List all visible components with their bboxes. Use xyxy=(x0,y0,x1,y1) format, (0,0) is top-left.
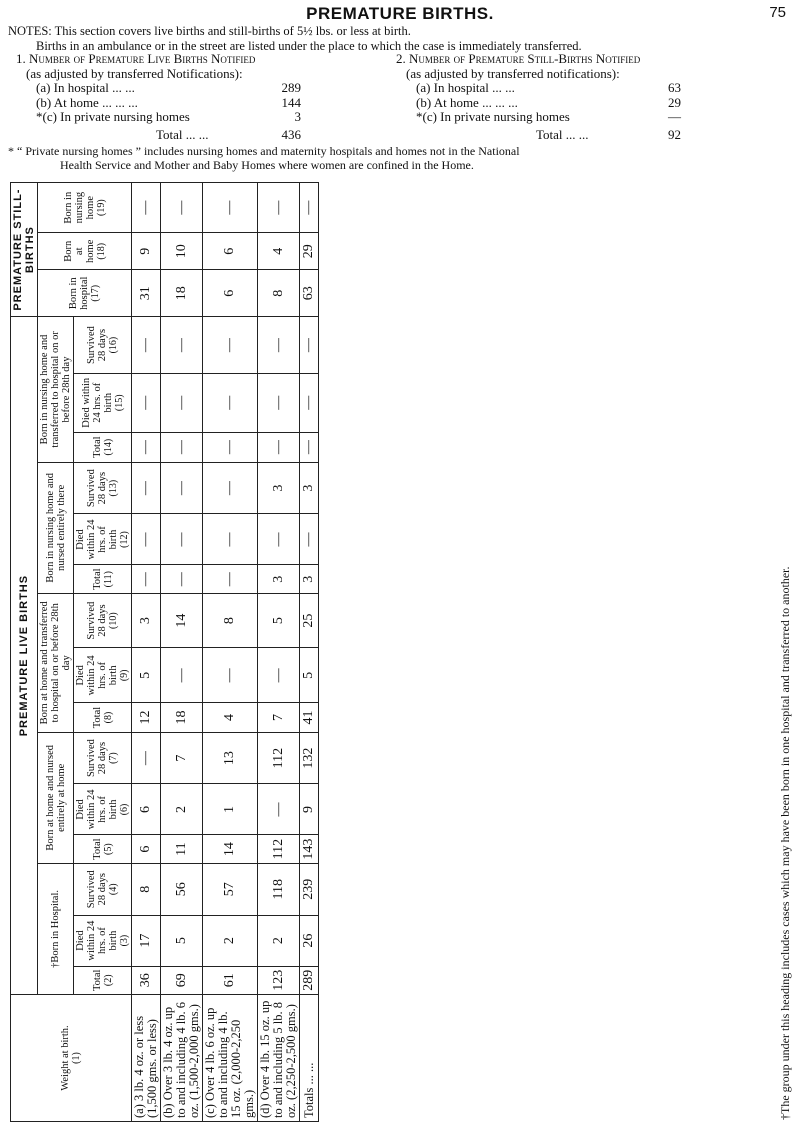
footnote-line-2: Health Service and Mother and Baby Homes where women are confined in the Home. xyxy=(60,157,474,172)
cell: 4 xyxy=(203,703,258,732)
cell: 6 xyxy=(203,270,258,317)
cell: — xyxy=(300,514,319,565)
live-total: Total ... ... 436 xyxy=(156,126,301,142)
cell: — xyxy=(203,317,258,374)
live-births-summary xyxy=(16,52,386,142)
col-total: Total (5) xyxy=(74,835,132,863)
col-total: Total (2) xyxy=(74,966,132,994)
cell: 11 xyxy=(161,835,203,863)
list-item: (a) In hospital ... ... 289 xyxy=(36,80,301,95)
cell: — xyxy=(132,732,161,784)
cell: 3 xyxy=(258,462,300,514)
page-number: 75 xyxy=(769,4,786,21)
cell: — xyxy=(132,462,161,514)
cell: 5 xyxy=(300,648,319,703)
col-survived: Survived 28 days (7) xyxy=(74,732,132,784)
table-row xyxy=(203,183,258,1122)
cell: 26 xyxy=(300,915,319,966)
col-died: Died within 24 hrs. of birth (3) xyxy=(74,915,132,966)
list-item: (a) In hospital ... ... 63 xyxy=(416,80,681,95)
col-total: Total (8) xyxy=(74,703,132,732)
cell: — xyxy=(203,432,258,462)
cell: — xyxy=(258,317,300,374)
weight-header: Weight at birth. (1) xyxy=(11,995,132,1122)
subgroup-nh-transferred: Born in nursing home and transferred to hospital on or before 28th day xyxy=(38,317,74,463)
cell: — xyxy=(132,432,161,462)
cell: 25 xyxy=(300,593,319,647)
cell: 5 xyxy=(258,593,300,647)
cell: 17 xyxy=(132,915,161,966)
col-total: Total (11) xyxy=(74,565,132,593)
still-births-summary xyxy=(396,52,796,142)
cell: — xyxy=(258,373,300,432)
cell: — xyxy=(203,565,258,593)
cell: 14 xyxy=(161,593,203,647)
cell: 8 xyxy=(203,593,258,647)
row-label: (d) Over 4 lb. 15 oz. up to and including 5 lb. 8 oz. (2,250-2,500 gms.) xyxy=(258,995,300,1122)
cell: 4 xyxy=(258,233,300,270)
subgroup-home-transferred: Born at home and transferred to hospital on or before 28th day xyxy=(38,593,74,732)
cell: 13 xyxy=(203,732,258,784)
cell: — xyxy=(300,432,319,462)
totals-row xyxy=(300,183,319,1122)
cell: 6 xyxy=(132,784,161,835)
list-item: *(c) In private nursing homes 3 xyxy=(36,109,301,124)
cell: 8 xyxy=(258,270,300,317)
cell: 132 xyxy=(300,732,319,784)
col-still-nh: Born in nursing home (19) xyxy=(38,183,132,233)
cell: — xyxy=(132,183,161,233)
cell: 2 xyxy=(203,915,258,966)
live-group-header: PREMATURE LIVE BIRTHS xyxy=(11,317,38,995)
cell: — xyxy=(132,565,161,593)
cell: — xyxy=(132,317,161,374)
col-survived: Survived 28 days (10) xyxy=(74,593,132,647)
cell: — xyxy=(300,183,319,233)
premature-births-table xyxy=(10,182,319,1122)
cell: — xyxy=(161,462,203,514)
subgroup-home-nursed: Born at home and nursed entirely at home xyxy=(38,732,74,863)
still-subheading: (as adjusted by transferred notifications): xyxy=(406,65,620,81)
row-label: Totals ... ... xyxy=(300,995,319,1122)
col-still-home: Born at home (18) xyxy=(38,233,132,270)
cell: 29 xyxy=(300,233,319,270)
cell: — xyxy=(258,183,300,233)
rotated-table-container xyxy=(10,172,784,1122)
col-survived: Survived 28 days (13) xyxy=(74,462,132,514)
cell: 5 xyxy=(132,648,161,703)
cell: 3 xyxy=(300,462,319,514)
cell: — xyxy=(300,317,319,374)
cell: — xyxy=(161,183,203,233)
cell: 8 xyxy=(132,863,161,915)
cell: — xyxy=(203,648,258,703)
intro-notes xyxy=(8,24,794,53)
cell: — xyxy=(203,183,258,233)
cell: — xyxy=(258,514,300,565)
cell: 57 xyxy=(203,863,258,915)
cell: 239 xyxy=(300,863,319,915)
cell: 31 xyxy=(132,270,161,317)
cell: — xyxy=(132,514,161,565)
cell: 7 xyxy=(258,703,300,732)
subgroup-nh-nursed: Born in nursing home and nursed entirely there xyxy=(38,462,74,593)
cell: 3 xyxy=(258,565,300,593)
cell: — xyxy=(161,648,203,703)
intro-line-2: Births in an ambulance or in the street are listed under the place to which the case is immediately transferred. xyxy=(36,38,582,53)
cell: 41 xyxy=(300,703,319,732)
list-item: (b) At home ... ... ... 29 xyxy=(416,94,681,110)
side-note xyxy=(778,170,800,1120)
cell: 5 xyxy=(161,915,203,966)
still-heading: 2. Number of Premature Still-Births Notified xyxy=(396,51,641,66)
cell: 56 xyxy=(161,863,203,915)
rotated-table-area xyxy=(10,172,784,1122)
cell: — xyxy=(300,373,319,432)
cell: 6 xyxy=(132,835,161,863)
live-subheading: (as adjusted by transferred Notifications): xyxy=(26,65,243,81)
cell: 36 xyxy=(132,966,161,994)
col-died: Died within 24 hrs. of birth (15) xyxy=(74,373,132,432)
cell: 112 xyxy=(258,732,300,784)
cell: 10 xyxy=(161,233,203,270)
cell: 63 xyxy=(300,270,319,317)
row-label: (a) 3 lb. 4 oz. or less (1,500 gms. or less) xyxy=(132,995,161,1122)
table-row xyxy=(161,183,203,1122)
side-note-text: †The group under this heading includes cases which may have been born in one hospital and transferred to another. xyxy=(778,566,792,1120)
cell: — xyxy=(203,514,258,565)
list-item: (b) At home ... ... ... 144 xyxy=(36,94,301,110)
intro-line-1: NOTES: This section covers live births and still-births of 5½ lbs. or less at birth. xyxy=(8,24,411,38)
cell: 1 xyxy=(203,784,258,835)
cell: 118 xyxy=(258,863,300,915)
cell: — xyxy=(161,432,203,462)
cell: 12 xyxy=(132,703,161,732)
col-total: Total (14) xyxy=(74,432,132,462)
cell: 18 xyxy=(161,270,203,317)
cell: 7 xyxy=(161,732,203,784)
cell: — xyxy=(132,373,161,432)
cell: 112 xyxy=(258,835,300,863)
cell: 61 xyxy=(203,966,258,994)
col-died: Died within 24 hrs. of birth (6) xyxy=(74,784,132,835)
cell: — xyxy=(203,462,258,514)
cell: 14 xyxy=(203,835,258,863)
subgroup-hospital: †Born in Hospital. xyxy=(38,863,74,994)
col-died: Died within 24 hrs. of birth (9) xyxy=(74,648,132,703)
cell: 2 xyxy=(161,784,203,835)
cell: — xyxy=(258,784,300,835)
cell: — xyxy=(161,565,203,593)
cell: 289 xyxy=(300,966,319,994)
still-group-header: PREMATURE STILL-BIRTHS xyxy=(11,183,38,317)
table-row xyxy=(258,183,300,1122)
cell: 2 xyxy=(258,915,300,966)
row-label: (c) Over 4 lb. 6 oz. up to and including 4 lb. 15 oz. (2,000-2,250 gms.) xyxy=(203,995,258,1122)
cell: 69 xyxy=(161,966,203,994)
cell: 9 xyxy=(132,233,161,270)
cell: — xyxy=(161,514,203,565)
cell: 143 xyxy=(300,835,319,863)
col-survived: Survived 28 days (4) xyxy=(74,863,132,915)
cell: — xyxy=(161,373,203,432)
cell: — xyxy=(203,373,258,432)
footnote xyxy=(8,145,792,172)
col-survived: Survived 28 days (16) xyxy=(74,317,132,374)
cell: — xyxy=(258,432,300,462)
cell: 123 xyxy=(258,966,300,994)
page-title: PREMATURE BIRTHS. xyxy=(306,4,494,23)
table-row xyxy=(132,183,161,1122)
cell: — xyxy=(258,648,300,703)
cell: 18 xyxy=(161,703,203,732)
cell: 3 xyxy=(300,565,319,593)
list-item: *(c) In private nursing homes — xyxy=(416,109,681,124)
cell: 9 xyxy=(300,784,319,835)
col-died: Died within 24 hrs. of birth (12) xyxy=(74,514,132,565)
live-heading: 1. Number of Premature Live Births Notified xyxy=(16,51,256,66)
still-total: Total ... ... 92 xyxy=(536,126,681,142)
cell: 3 xyxy=(132,593,161,647)
cell: — xyxy=(161,317,203,374)
col-still-hospital: Born in hospital (17) xyxy=(38,270,132,317)
cell: 6 xyxy=(203,233,258,270)
row-label: (b) Over 3 lb. 4 oz. up to and including 4 lb. 6 oz. (1,500-2,000 gms.) xyxy=(161,995,203,1122)
footnote-line-1: * “ Private nursing homes ” includes nursing homes and maternity hospitals and homes not in the National xyxy=(8,144,520,158)
